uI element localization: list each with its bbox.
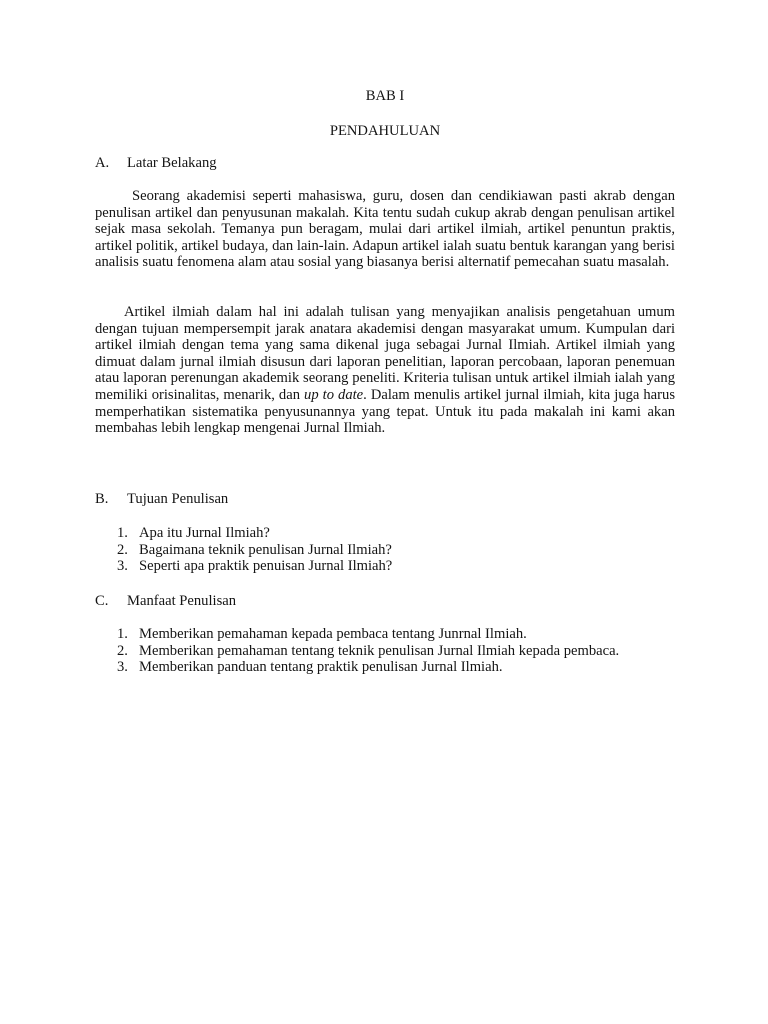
section-title: Tujuan Penulisan [127,491,229,507]
section-heading-c [95,593,236,610]
italic-term: up to date [304,386,364,403]
section-letter: C. [95,593,109,609]
paragraph-text: Artikel ilmiah dalam hal ini adalah tulisan yang menyajikan analisis pengetahuan umum dengan tujuan mempersempit jarak anatara akademisi dengan masyarakat umum. Kumpulan dari artikel ilmiah dengan tema yang sama dikenal juga sebagai Jurnal Ilmiah. Artikel ilmiah yang dimuat dalam jurnal ilmiah disusun dari laporan penelitian, laporan percobaan, laporan penemuan atau laporan perenungan akademik seorang peneliti. Kriteria tulisan untuk artikel ilmiah ialah yang memiliki orisinalitas, menarik, dan [95,304,675,403]
section-heading-a [95,155,217,172]
chapter-subtitle: PENDAHULUAN [329,123,441,139]
section-letter: B. [95,491,109,507]
section-letter: A. [95,155,110,171]
list-item: 3. Memberikan panduan tentang praktik penulisan Jurnal Ilmiah. [117,659,503,676]
list-item: 3. Seperti apa praktik penuisan Jurnal Ilmiah? [117,558,393,575]
list-item: 2. Memberikan pemahaman tentang teknik penulisan Jurnal Ilmiah kepada pembaca. [117,642,620,659]
section-title: Manfaat Penulisan [127,593,237,609]
manfaat-list [117,626,619,676]
list-item: 1. Memberikan pemahaman kepada pembaca tentang Junrnal Ilmiah. [117,626,527,642]
chapter-title: BAB I [365,88,405,104]
paragraph-text: . Dalam menulis artikel jurnal ilmiah, kita juga harus memperhatikan sistematika penyusunannya yang tepat. Untuk itu pada makalah ini kami akan membahas lebih lengkap mengenai Jurnal Ilmiah. [95,386,675,437]
tujuan-list [117,525,392,575]
list-item: 1. Apa itu Jurnal Ilmiah? [117,525,270,541]
paragraph-latar-belakang-1: Seorang akademisi seperti mahasiswa, guru, dosen dan cendikiawan pasti akrab dengan penulisan artikel dan penyusunan makalah. Kita tentu sudah cukup akrab dengan penulisan artikel sejak masa sekolah. Temanya pun beragam, mulai dari artikel ilmiah, artikel penuntun praktis, artikel politik, artikel budaya, dan lain-lain. Adapun artikel ialah suatu bentuk karangan yang berisi analisis suatu fenomena alam atau sosial yang biasanya berisi alternatif pemecahan suatu masalah. [95,188,675,271]
paragraph-latar-belakang-2 [95,304,675,437]
list-item: 2. Bagaimana teknik penulisan Jurnal Ilmiah? [117,541,392,558]
section-title: Latar Belakang [127,155,217,171]
section-heading-b [95,491,228,508]
